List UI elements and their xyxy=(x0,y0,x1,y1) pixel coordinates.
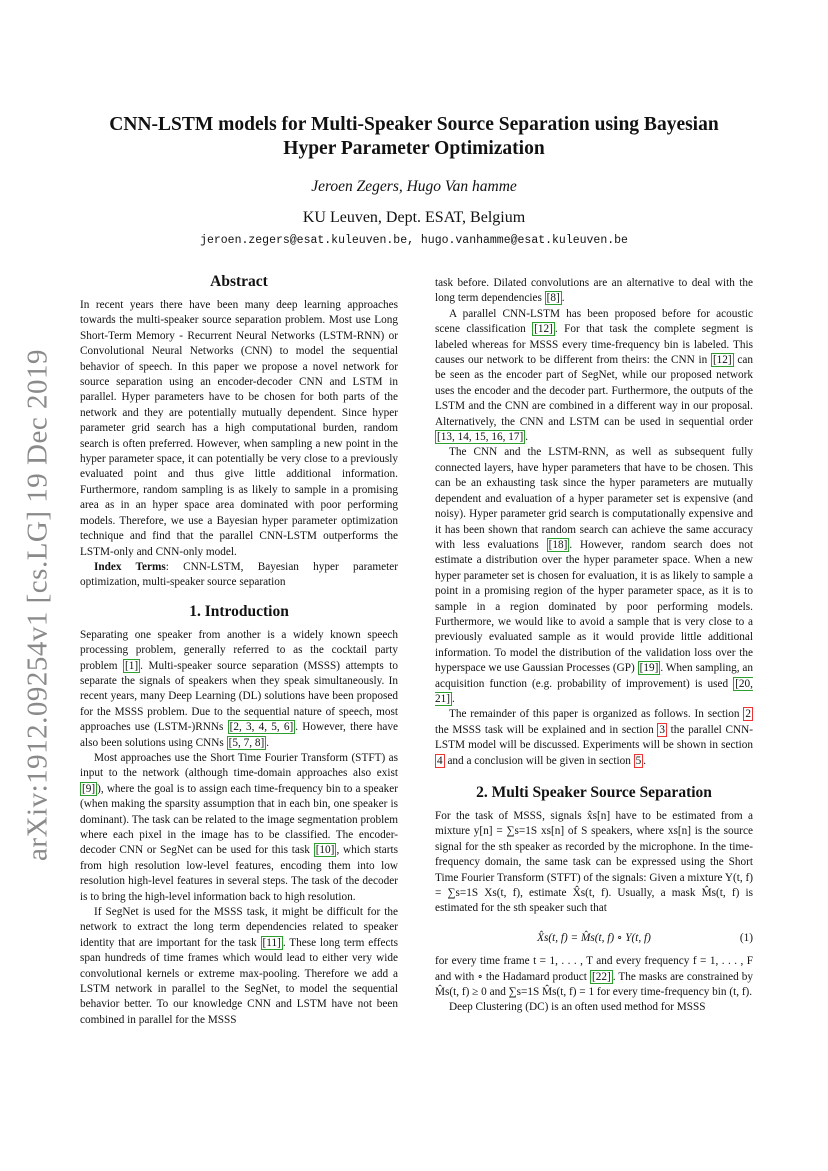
citation-link[interactable]: [13, 14, 15, 16, 17] xyxy=(437,431,524,444)
index-terms-text: : CNN-LSTM, Bayesian hyper parameter optimization, multi-speaker source separation xyxy=(80,560,399,589)
authors: Jeroen Zegers, Hugo Van hamme xyxy=(311,178,517,195)
citation-link[interactable]: [19] xyxy=(639,662,659,675)
equation-1 xyxy=(435,931,753,946)
citation-link[interactable]: [1] xyxy=(125,659,139,672)
citation-link[interactable]: [10] xyxy=(315,844,335,857)
abstract-heading: Abstract xyxy=(210,273,268,290)
right-paragraph-3: The remainder of this paper is organized as follows. In section 2 the MSSS task will be explained and in section 3 the parallel CNN-LSTM model will be discussed. Experiments will be shown in section 4 and a conclusion will be given in section 5 . xyxy=(435,708,753,767)
citation-link[interactable]: [12] xyxy=(712,354,732,367)
section-2-heading: 2. Multi Speaker Source Separation xyxy=(476,784,712,801)
intro-paragraph-3: If SegNet is used for the MSSS task, it might be difficult for the network to extract the long term dependencies related to speaker identity that are important for the task [11] . These long term effects span hundreds of time frames which would lead to either very wide convolutional kernels or extreme max-pooling. Therefore we add a LSTM network in parallel to the SegNet, to model the sequential behavior better. To our knowledge CNN and LSTM have not been combined in parallel for the MSSS xyxy=(80,906,398,1026)
intro-heading: 1. Introduction xyxy=(189,602,289,620)
affiliation: KU Leuven, Dept. ESAT, Belgium xyxy=(302,209,526,226)
equation-body: X̂s(t, f) = M̂s(t, f) ∘ Y(t, f) xyxy=(537,931,651,944)
section-link[interactable]: 3 xyxy=(659,723,665,736)
intro-paragraph-2: Most approaches use the Short Time Fourier Transform (STFT) as input to the network (although time-domain approaches also exist [9] ), where the goal is to assign each time-frequency bin to a speaker (when making the sparsity assumption that in each bin, one speaker is dominant). The task can be related to the image segmentation problem where each pixel in the image has to be classified. The encoder-decoder CNN or SegNet can be used for this task [10] , which starts from high resolution low-level features, encoding them into low resolution high-level features in several steps. The task of the decoder is to bring the high-level information back to high resolution. xyxy=(80,751,398,903)
equation-number: (1) xyxy=(739,931,753,944)
citation-link[interactable]: [9] xyxy=(82,782,96,795)
right-paragraph-1: A parallel CNN-LSTM has been proposed before for acoustic scene classification [12] . For that task the complete segment is labeled whereas for MSSS every time-frequency bin is labeled. This causes our network to be different from theirs: the CNN in [12] can be seen as the encoder part of SegNet, while our proposed network uses the encoder and the decoder part. Furthermore, the outputs of the LSTM and the CNN are combined in a different way in our proposal. Alternatively, the CNN and LSTM can be used in sequential order [13, 14, 15, 16, 17] . xyxy=(435,307,753,444)
citation-link[interactable]: [12] xyxy=(534,323,553,336)
paper-title: CNN-LSTM models for Multi-Speaker Source Separation using Bayesian Hyper Parameter Optimization xyxy=(109,114,719,159)
section-2-paragraph-2: for every time frame t = 1, . . . , T and every frequency f = 1, . . . , F and with ∘ the Hadamard product [22] . The masks are constrained by M̂s(t, f) ≥ 0 and ∑s=1S M̂s(t, f) = 1 for every time-frequency bin (t, f). xyxy=(435,955,753,999)
citation-link[interactable]: [11] xyxy=(262,936,281,949)
citation-link[interactable]: [22] xyxy=(591,970,611,983)
emails: jeroen.zegers@esat.kuleuven.be, hugo.vanhamme@esat.kuleuven.be xyxy=(200,234,628,247)
index-terms-label: Index Terms xyxy=(94,560,166,573)
citation-link[interactable]: [8] xyxy=(546,292,560,305)
citation-link[interactable]: [2, 3, 4, 5, 6] xyxy=(229,721,294,734)
left-column xyxy=(80,272,398,1028)
abstract-text: In recent years there have been many deep learning approaches towards the multi-speaker source separation problem. Most use Long Short-Term Memory - Recurrent Neural Networks (LSTM-RNN) or Convolutional Neural Networks (CNN) to model the sequential behavior of speech. In this paper we propose a novel network for source separation using an encoder-decoder CNN and LSTM in parallel. Hyper parameters have to be chosen for both parts of the network and they are potentially mutually dependent. Since hyper parameter grid search has a high computational burden, random search is often preferred. However, when sampling a new point in the hyper parameter space, it can potentially be very close to a previously evaluated point and thus give little additional information. Furthermore, random sampling is as likely to sample in a promising area as in an hyper space area dominated with poor performing models. Therefore, we use a Bayesian hyper parameter optimization technique and find that the parallel CNN-LSTM outperforms the LSTM-only and CNN-only model. xyxy=(80,299,398,558)
citation-link[interactable]: [20, 21] xyxy=(435,677,753,705)
section-link[interactable]: 2 xyxy=(745,708,751,721)
index-terms xyxy=(80,560,398,591)
section-link[interactable]: 4 xyxy=(437,754,443,767)
citation-link[interactable]: [5, 7, 8] xyxy=(228,736,265,749)
right-paragraph-2: The CNN and the LSTM-RNN, as well as subsequent fully connected layers, have hyper parameters that have to be chosen. This can be an exhausting task since the hyper parameters are mutually dependent and evaluation of a hyper parameter set is expensive (and noisy). Hyper parameter grid search is computationally expensive and it has been shown that random search can achieve the same accuracy with less evaluations [18] . However, random search does not estimate a distribution over the hyper parameter space. When a new hyper parameter set is chosen for evaluation, it is as likely to sample a point in a promising region of the hyper parameter space, as it is to sample in a region dominated by poor performing models. Furthermore, we would like to avoid a sample that is very close to a previously evaluated sample as it would provide little additional information. To model the distribution of the validation loss over the hyperspace we use Gaussian Processes (GP) [19] . When sampling, an acquisition function (e.g. probability of improvement) is used [20, 21] . xyxy=(435,446,753,705)
right-paragraph-0: task before. Dilated convolutions are an alternative to deal with the long term dependencies [8] . xyxy=(435,277,753,305)
section-2-paragraph-3: Deep Clustering (DC) is an often used method for MSSS xyxy=(449,1001,706,1014)
section-link[interactable]: 5 xyxy=(635,754,642,767)
right-column xyxy=(435,276,753,1016)
section-2-paragraph-1: For the task of MSSS, signals x̂s[n] have to be estimated from a mixture y[n] = ∑s=1S xs[n] of S speakers, where xs[n] is the source signal for the sth speaker as recorded by the microphone. In the time-frequency domain, the same task can be expressed using the Short Time Fourier Transform (STFT) of the signals: Given a mixture Y(t, f) = ∑s=1S Xs(t, f), estimate X̂s(t, f). Usually, a mask M̂s(t, f) is estimated for the sth speaker such that xyxy=(435,810,753,915)
citation-link[interactable]: [18] xyxy=(548,538,568,551)
arxiv-stamp: arXiv:1912.09254v1 [cs.LG] 19 Dec 2019 xyxy=(21,349,54,861)
intro-paragraph-1: Separating one speaker from another is a widely known speech processing problem, generally referred to as the cocktail party problem [1] . Multi-speaker source separation (MSSS) attempts to separate the signals of speakers when they speak simultaneously. In recent years, many Deep Learning (DL) solutions have been proposed for the MSSS problem. Due to the sequential nature of speech, most approaches use (LSTM-)RNNs [2, 3, 4, 5, 6] . However, there have also been solutions using CNNs [5, 7, 8] . xyxy=(80,628,398,749)
